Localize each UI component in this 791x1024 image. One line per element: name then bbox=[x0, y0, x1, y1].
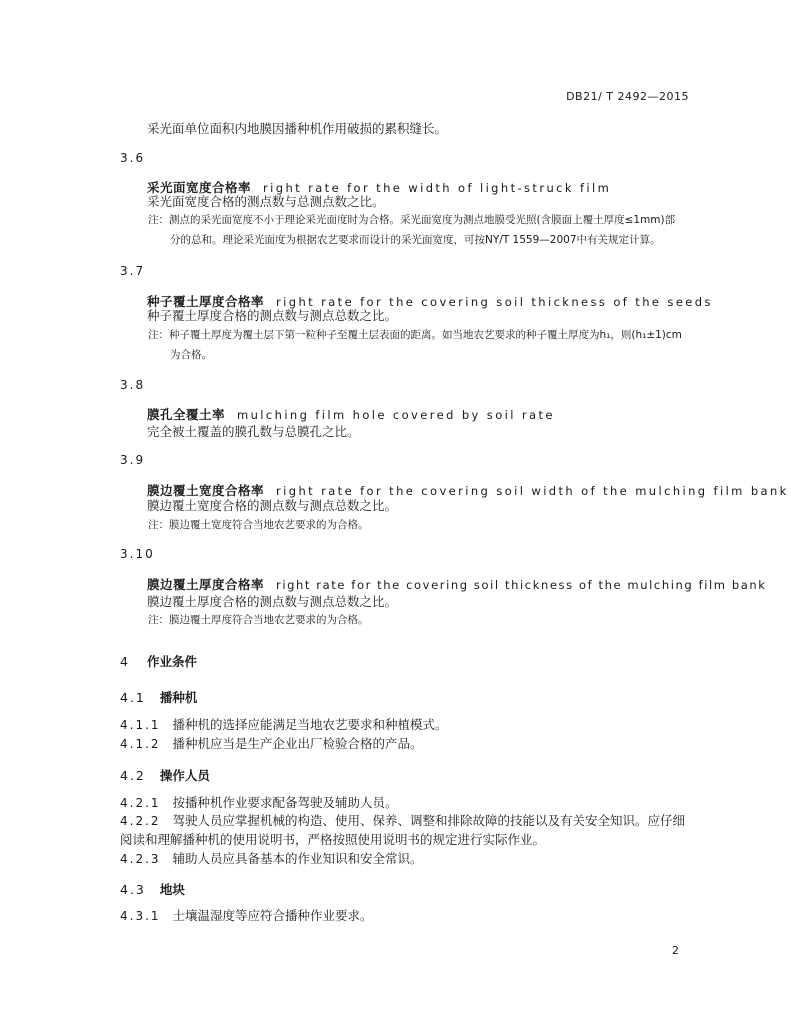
clause-number: 4.1.1 bbox=[120, 718, 161, 732]
section-number: 4 bbox=[120, 654, 129, 669]
clause-number: 4.1.2 bbox=[120, 737, 161, 751]
term-note: 注：测点的采光面宽度不小于理论采光面度时为合格。采光面宽度为测点地膜受光照(含膜面上覆土厚度≤1mm)部 bbox=[148, 214, 676, 226]
clause bbox=[120, 811, 685, 831]
term-cn: 种子覆土厚度合格率 bbox=[147, 294, 265, 309]
clause bbox=[120, 715, 448, 735]
term-definition: 种子覆土厚度合格的测点数与测点总数之比。 bbox=[147, 308, 398, 323]
term-note-continued: 为合格。 bbox=[170, 349, 212, 361]
section-heading bbox=[120, 652, 197, 670]
clause-number: 4.2.1 bbox=[120, 796, 161, 810]
term-en: right rate for the covering soil thickness of the seeds bbox=[276, 295, 713, 309]
subsection-title: 操作人员 bbox=[159, 768, 210, 783]
clause-number: 4.2.3 bbox=[120, 852, 161, 866]
clause-text: 按播种机作业要求配备驾驶及辅助人员。 bbox=[172, 795, 398, 810]
subsection-heading bbox=[120, 688, 197, 706]
term-cn: 采光面宽度合格率 bbox=[147, 180, 252, 195]
term-cn: 膜孔全覆土率 bbox=[147, 407, 226, 422]
term-en: mulching film hole covered by soil rate bbox=[237, 408, 555, 422]
term-heading bbox=[147, 405, 555, 423]
term-note: 注：种子覆土厚度为覆土层下第一粒种子至覆土层表面的距离。如当地农艺要求的种子覆土厚度为h₁，则(h₁±1)cm bbox=[148, 329, 682, 341]
subsection-number: 4.3 bbox=[120, 882, 146, 897]
term-heading bbox=[147, 575, 767, 593]
subsection-title: 地块 bbox=[159, 882, 185, 897]
clause-text: 驾驶人员应掌握机械的构造、使用、保养、调整和排除故障的技能以及有关安全知识。应仔细 bbox=[172, 813, 686, 828]
term-number: 3.8 bbox=[120, 378, 146, 392]
term-cn: 膜边覆土厚度合格率 bbox=[147, 577, 265, 592]
page-number: 2 bbox=[672, 944, 679, 957]
clause bbox=[120, 793, 398, 813]
clause bbox=[120, 849, 423, 869]
term-definition: 膜边覆土宽度合格的测点数与测点总数之比。 bbox=[147, 498, 398, 513]
intro-text: 采光面单位面积内地膜因播种机作用破损的累积缝长。 bbox=[147, 121, 448, 136]
term-definition: 膜边覆土厚度合格的测点数与测点总数之比。 bbox=[147, 594, 398, 609]
term-definition: 采光面宽度合格的测点数与总测点数之比。 bbox=[147, 194, 385, 209]
term-definition: 完全被土覆盖的膜孔数与总膜孔之比。 bbox=[147, 424, 360, 439]
term-en: right rate for the covering soil width of the mulching film bank bbox=[276, 484, 789, 498]
clause bbox=[120, 906, 373, 926]
subsection-title: 播种机 bbox=[159, 690, 198, 705]
clause-continued: 阅读和理解播种机的使用说明书，严格按照使用说明书的规定进行实际作业。 bbox=[120, 832, 546, 847]
clause-text: 播种机应当是生产企业出厂检验合格的产品。 bbox=[172, 736, 423, 751]
term-number: 3.6 bbox=[120, 151, 146, 165]
clause bbox=[120, 734, 423, 754]
clause-number: 4.2.2 bbox=[120, 814, 161, 828]
section-title: 作业条件 bbox=[146, 654, 197, 669]
term-en: right rate for the covering soil thickness of the mulching film bank bbox=[276, 578, 767, 592]
term-heading bbox=[147, 481, 789, 499]
term-number: 3.7 bbox=[120, 264, 146, 278]
clause-number: 4.3.1 bbox=[120, 909, 161, 923]
clause-text: 辅助人员应具备基本的作业知识和安全常识。 bbox=[172, 851, 423, 866]
term-note-continued: 分的总和。理论采光面度为根据农艺要求而设计的采光面宽度，可按NY/T 1559—2007中有关规定计算。 bbox=[170, 234, 661, 246]
subsection-number: 4.1 bbox=[120, 690, 146, 705]
term-number: 3.9 bbox=[120, 453, 146, 467]
subsection-heading bbox=[120, 880, 185, 898]
header-standard-code: DB21/ T 2492—2015 bbox=[566, 90, 689, 103]
subsection-heading bbox=[120, 766, 210, 784]
term-note: 注：膜边覆土宽度符合当地农艺要求的为合格。 bbox=[148, 519, 369, 531]
term-cn: 膜边覆土宽度合格率 bbox=[147, 483, 265, 498]
term-en: right rate for the width of light-struck film bbox=[263, 181, 612, 195]
subsection-number: 4.2 bbox=[120, 768, 146, 783]
clause-text: 播种机的选择应能满足当地农艺要求和种植模式。 bbox=[172, 717, 448, 732]
term-number: 3.10 bbox=[120, 547, 155, 561]
term-note: 注：膜边覆土厚度符合当地农艺要求的为合格。 bbox=[148, 614, 369, 626]
clause-text: 土壤温湿度等应符合播种作业要求。 bbox=[172, 908, 373, 923]
